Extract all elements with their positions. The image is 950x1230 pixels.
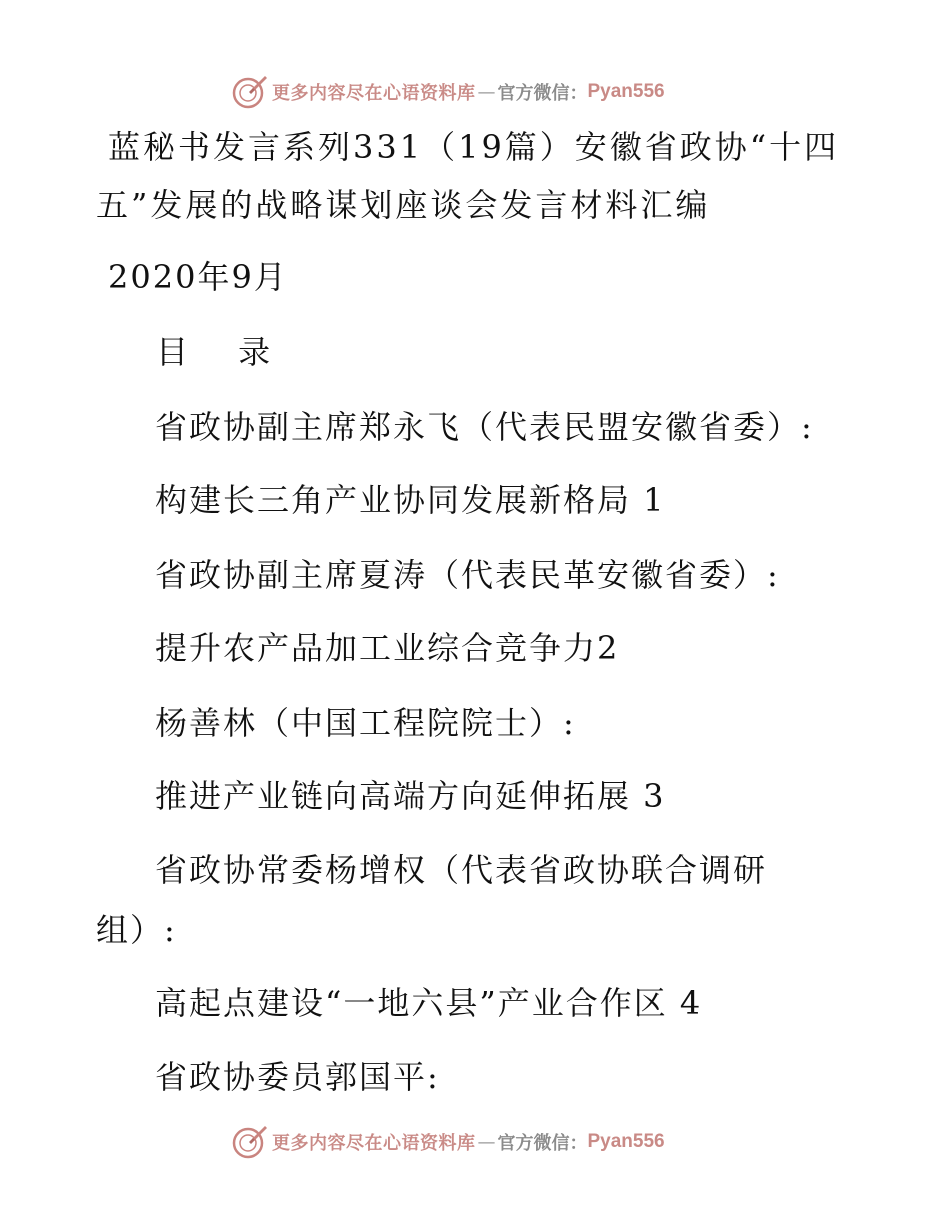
pen-logo-icon xyxy=(232,1124,268,1160)
toc-entry: 推进产业链向高端方向延伸拓展 3 xyxy=(155,777,666,815)
watermark-wechat-id: Pyan556 xyxy=(587,81,665,102)
toc-speaker: 省政协副主席郑永飞（代表民盟安徽省委）: xyxy=(155,408,814,446)
pen-logo-icon xyxy=(232,74,268,110)
watermark-wechat-id: Pyan556 xyxy=(587,1131,665,1152)
document-title-line-1: 蓝秘书发言系列331（19篇）安徽省政协“十四 xyxy=(108,128,840,166)
document-title-line-2: 五”发展的战略谋划座谈会发言材料汇编 xyxy=(96,186,711,224)
toc-speaker: 杨善林（中国工程院院士）: xyxy=(155,704,576,742)
watermark-banner-top xyxy=(232,72,665,112)
watermark-label: 官方微信： xyxy=(497,1133,588,1154)
toc-speaker: 省政协委员郭国平: xyxy=(155,1058,440,1096)
toc-entry: 提升农产品加工业综合竞争力2 xyxy=(155,629,620,667)
toc-speaker-continuation: 组）: xyxy=(96,911,177,949)
watermark-label: 官方微信： xyxy=(497,83,588,104)
watermark-banner-bottom xyxy=(232,1122,665,1162)
toc-speaker: 省政协常委杨增权（代表省政协联合调研 xyxy=(155,851,768,889)
document-date: 2020年9月 xyxy=(108,258,288,296)
toc-entry: 高起点建设“一地六县”产业合作区 4 xyxy=(155,984,703,1022)
watermark-separator: — xyxy=(477,1131,496,1153)
toc-heading: 目 录 xyxy=(156,333,291,371)
watermark-text: 更多内容尽在心语资料库 xyxy=(272,1133,476,1154)
watermark-text: 更多内容尽在心语资料库 xyxy=(272,83,476,104)
watermark-separator: — xyxy=(477,81,496,103)
toc-speaker: 省政协副主席夏涛（代表民革安徽省委）: xyxy=(155,556,780,594)
toc-entry: 构建长三角产业协同发展新格局 1 xyxy=(155,481,666,519)
